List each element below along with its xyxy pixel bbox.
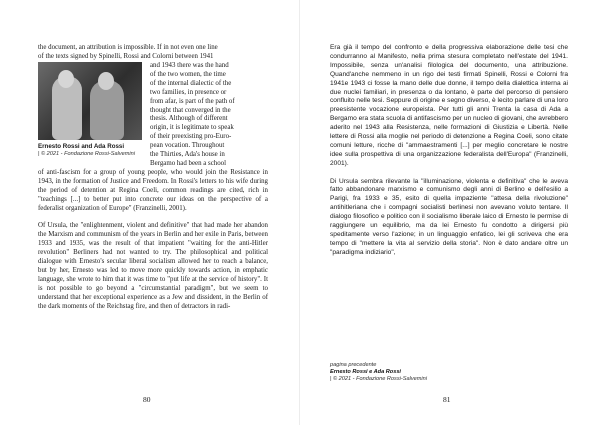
wrap-line: thought that converged in the <box>150 106 231 114</box>
right-paragraph-1: Era già il tempo del confronto e della progressiva elaborazione delle tesi che condurranno al Manifesto, nella prima stesura completato nell'estate del 1941. Impossibile, senza un'analisi filologica del documento, una attribuzione. Quand'anche nemmeno in un rigo dei testi firmati Spinelli, Rossi e Colorni fra 1941e 1943 ci fosse la mano delle due donne, il tempo della dialettica interna ai due nuclei familiari, in presenza o da lontano, è parte del percorso di pensiero confluito nelle tesi. Seppure di origine e segno diverso, è lecito parlare di una loro preesistente vocazione europeista. Per tutti gli anni Trenta la casa di Ada a Bergamo era stata scuola di antifascismo per un nucleo di giovani, che avrebbero aderito nel 1943 alla Resistenza, nelle formazioni di Giustizia e Libertà. Nelle lettere di Rossi alla moglie nel periodo di detenzione a Regina Coeli, sono citate comuni letture, ricche di "ammaestramenti [...] per meglio concretare le nostre idee sulla prospettiva di una organizzazione federalista dell'Europa" (Franzinelli, 2001). <box>330 44 568 167</box>
wrap-line: thesis. Although of different <box>150 115 228 123</box>
wrap-line: of their preexisting pro-Euro- <box>150 133 232 141</box>
right-paragraph-2: Di Ursula sembra rilevante la "illuminazione, violenta e definitiva" che le aveva fatto abbandonare marxismo e comunismo degli anni di Berlino e dell'esilio a Parigi, fra 1933 e 35, esito di quella impaziente "attesa della rivoluzione" antihitleriana che i compagni socialisti berlinesi non avevano voluto tentare. Il dialogo filosofico e politico con il socialismo liberale laico di Ernesto le permise di raggiungere un equilibrio, ma da lei Ernesto fu condotto a dirigersi più speditamente verso l'azione; in un linguaggio enfatico, lei gli scriveva che era tempo di "mettere la vita al servizio della storia". Non è dato andare oltre un "paradigma indiziario", <box>330 177 568 256</box>
wrap-line: two families, in presence or <box>150 88 227 96</box>
photo-figure <box>38 62 146 160</box>
left-top-text <box>38 44 268 62</box>
footnote-line-1: pagina precedente <box>330 362 377 368</box>
wrap-line: Bergamo had been a school <box>150 159 227 167</box>
wrap-line: of the internal dialectic of the <box>150 79 232 87</box>
left-paragraph-2: Of Ursula, the "enlightenment, violent and definitive" that had made her abandon the Marxism and communism of the years in Berlin and her exile in Paris, between 1933 and 1935, was the result of that impatient "waiting for the anti-Hitler revolution" Berliners had not wanted to try. The philosophical and political dialogue with Ernesto's secular liberal socialism allowed her to reach a balance, but by her, Ernesto was led to move more quickly towards action, in emphatic language, she wrote to him that it was time to "put life at the service of history". It is not possible to go beyond a "circumstantial paradigm", but we seem to understand that her exceptional experience as a Jew and dissident, in the Berlin of the dark moments of the Reichstag fire, and then of detractors in radi- <box>38 222 268 310</box>
wrap-line: the Thirties, Ada's house in <box>150 151 225 159</box>
photo-caption-title: Ernesto Rossi and Ada Rossi <box>38 143 125 150</box>
wrap-line: pean vocation. Throughout <box>150 142 225 150</box>
left-body-text <box>38 169 268 311</box>
footnote-line-3: | © 2021 - Fondazione Rossi-Salvemini <box>330 376 427 382</box>
left-top-line-2: of the texts signed by Spinelli, Rossi and Colorni between 1941 <box>38 52 214 60</box>
photo-caption-credit: | © 2021 - Fondazione Rossi-Salvemini <box>38 151 135 157</box>
right-photo-footnote <box>330 362 568 383</box>
footnote-line-2: Ernesto Rossi e Ada Rossi <box>330 369 401 375</box>
right-page <box>300 0 600 425</box>
left-paragraph-1-rest: of anti-fascism for a group of young people, who would join the Resistance in 1943, in the formation of Justice and Freedom. In Rossi's letters to his wife during the period of detention at Regina Coeli, common readings are cited, rich in "teachings [...] to better put into concrete our ideas on the perspective of a federalist organization of Europe" (Franzinelli, 2001). <box>38 169 268 212</box>
wrap-line: of the two women, the time <box>150 70 226 78</box>
wrap-line: from afar, is part of the path of <box>150 97 235 105</box>
wrap-line: origin, it is legitimate to speak <box>150 124 234 132</box>
photo-ernesto-ada-rossi <box>38 62 142 140</box>
left-wrap-text <box>150 62 268 169</box>
left-top-line-1: the document, an attribution is impossible. If in not even one line <box>38 44 218 51</box>
wrap-line: and 1943 there was the hand <box>150 62 229 69</box>
page-number-left: 80 <box>143 395 151 404</box>
page-number-right: 81 <box>443 395 451 404</box>
right-body-text <box>330 44 568 258</box>
